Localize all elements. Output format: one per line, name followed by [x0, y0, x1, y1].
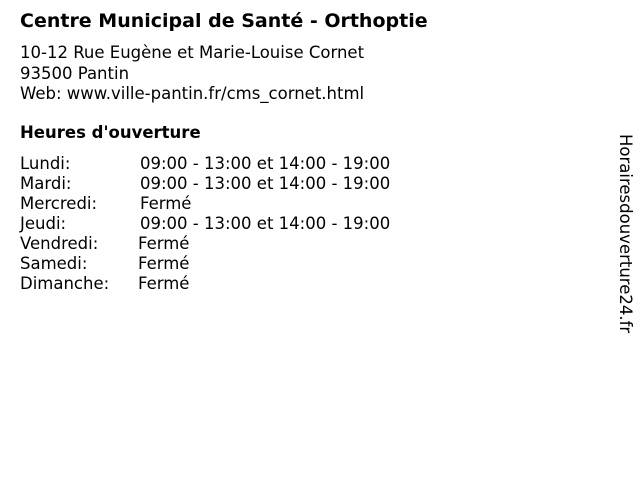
day-hours: Fermé [138, 274, 190, 293]
day-hours: Fermé [138, 234, 190, 253]
street-address: 10-12 Rue Eugène et Marie-Louise Cornet [20, 43, 365, 62]
day-label: Lundi: [20, 154, 71, 173]
brand-text[interactable]: Horairesdouverture24.fr [616, 134, 635, 334]
brand-watermark [615, 134, 635, 374]
day-label: Mardi: [20, 174, 72, 193]
day-label: Mercredi: [20, 194, 98, 213]
page-title: Centre Municipal de Santé - Orthoptie [20, 10, 428, 32]
day-hours: Fermé [138, 254, 190, 273]
day-hours: 09:00 - 13:00 et 14:00 - 19:00 [140, 154, 391, 173]
day-label: Vendredi: [20, 234, 99, 253]
hours-heading: Heures d'ouverture [20, 123, 201, 142]
address-block [20, 43, 364, 105]
day-label: Dimanche: [20, 274, 110, 293]
day-label: Jeudi: [20, 214, 67, 233]
day-hours: 09:00 - 13:00 et 14:00 - 19:00 [140, 214, 391, 233]
website-link[interactable]: Web: www.ville-pantin.fr/cms_cornet.html [20, 84, 365, 103]
day-hours: Fermé [140, 194, 192, 213]
city-postal: 93500 Pantin [20, 63, 130, 83]
day-label: Samedi: [20, 254, 88, 273]
day-hours: 09:00 - 13:00 et 14:00 - 19:00 [140, 174, 391, 193]
